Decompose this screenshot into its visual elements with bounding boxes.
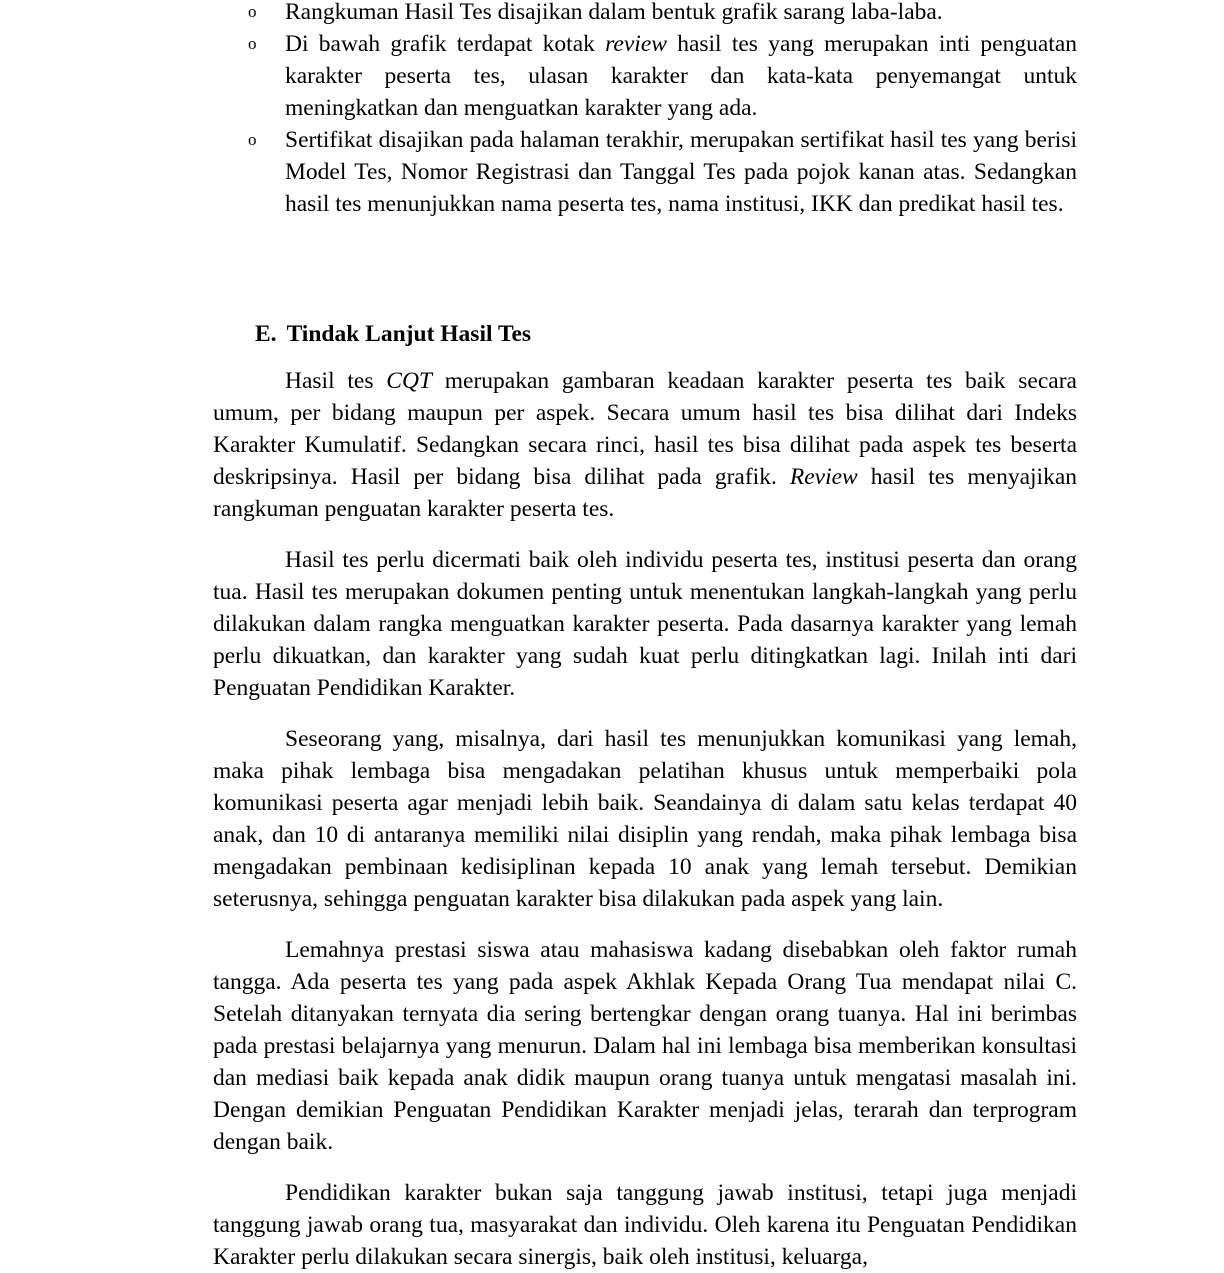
list-item-text-after: hasil tes yang merupakan inti penguatan karakter peserta tes, ulasan karakter dan kata-kata penyemangat untuk meningkatkan dan menguatkan karakter yang ada.	[285, 31, 1077, 121]
paragraph: Hasil tes perlu dicermati baik oleh individu peserta tes, institusi peserta dan orang tua. Hasil tes merupakan dokumen penting untuk menentukan langkah-langkah yang perlu dilakukan dalam rangka menguatkan karakter peserta. Pada dasarnya karakter yang lemah perlu dikuatkan, dan karakter yang sudah kuat perlu ditingkatkan lagi. Inilah inti dari Penguatan Pendidikan Karakter.	[213, 547, 1077, 701]
list-item	[213, 28, 1077, 124]
list-item-text-before: Di bawah grafik terdapat kotak	[285, 31, 606, 57]
list-item	[213, 0, 1077, 28]
paragraph: Lemahnya prestasi siswa atau mahasiswa kadang disebabkan oleh faktor rumah tangga. Ada peserta tes yang pada aspek Akhlak Kepada Orang Tua mendapat nilai C. Setelah ditanyakan ternyata dia sering bertengkar dengan orang tuanya. Hal ini berimbas pada prestasi belajarnya yang menurun. Dalam hal ini lembaga bisa memberikan konsultasi dan mediasi baik kepada anak didik maupun orang tuanya untuk mengatasi masalah ini. Dengan demikian Penguatan Pendidikan Karakter menjadi jelas, terarah dan terprogram dengan baik.	[213, 937, 1077, 1155]
bullet-list	[213, 0, 1077, 220]
paragraph-emphasis-review: Review	[789, 464, 858, 490]
section-heading-letter: E.	[255, 321, 277, 347]
paragraph: Seseorang yang, misalnya, dari hasil tes menunjukkan komunikasi yang lemah, maka pihak lembaga bisa mengadakan pelatihan khusus untuk memperbaiki pola komunikasi peserta agar menjadi lebih baik. Seandainya di dalam satu kelas terdapat 40 anak, dan 10 di antaranya memiliki nilai disiplin yang rendah, maka pihak lembaga bisa mengadakan pembinaan kedisiplinan kepada 10 anak yang lemah tersebut. Demikian seterusnya, sehingga penguatan karakter bisa dilakukan pada aspek yang lain.	[213, 726, 1077, 912]
paragraph-text-after: hasil tes menyajikan rangkuman penguatan karakter peserta tes.	[213, 464, 1077, 522]
list-item-text: Sertifikat disajikan pada halaman terakhir, merupakan sertifikat hasil tes yang berisi Model Tes, Nomor Registrasi dan Tanggal Tes pada pojok kanan atas. Sedangkan hasil tes menunjukkan nama peserta tes, nama institusi, IKK dan predikat hasil tes.	[285, 127, 1077, 217]
paragraph: Pendidikan karakter bukan saja tanggung jawab institusi, tetapi juga menjadi tanggung jawab orang tua, masyarakat dan individu. Oleh karena itu Penguatan Pendidikan Karakter perlu dilakukan secara sinergis, baik oleh institusi, keluarga,	[213, 1180, 1077, 1270]
paragraph-text-mid: merupakan gambaran keadaan karakter peserta tes baik secara umum, per bidang maupun per aspek. Secara umum hasil tes bisa dilihat dari Indeks Karakter Kumulatif. Sedangkan secara rinci, hasil tes bisa dilihat pada aspek tes beserta deskripsinya. Hasil per bidang bisa dilihat pada grafik.	[213, 368, 1077, 490]
body-content	[213, 365, 1077, 1273]
list-item-text: Rangkuman Hasil Tes disajikan dalam bentuk grafik sarang laba-laba.	[285, 0, 943, 25]
circle-bullet-icon: o	[248, 130, 257, 149]
section-heading-title: Tindak Lanjut Hasil Tes	[286, 321, 532, 347]
paragraph-text-before: Hasil tes	[285, 368, 387, 394]
list-item	[213, 124, 1077, 220]
circle-bullet-icon: o	[248, 2, 257, 21]
circle-bullet-icon: o	[248, 34, 257, 53]
paragraph	[213, 365, 1077, 525]
paragraph-emphasis-cqt: CQT	[386, 368, 432, 394]
list-item-emphasis: review	[605, 31, 667, 57]
section-heading	[255, 318, 531, 350]
